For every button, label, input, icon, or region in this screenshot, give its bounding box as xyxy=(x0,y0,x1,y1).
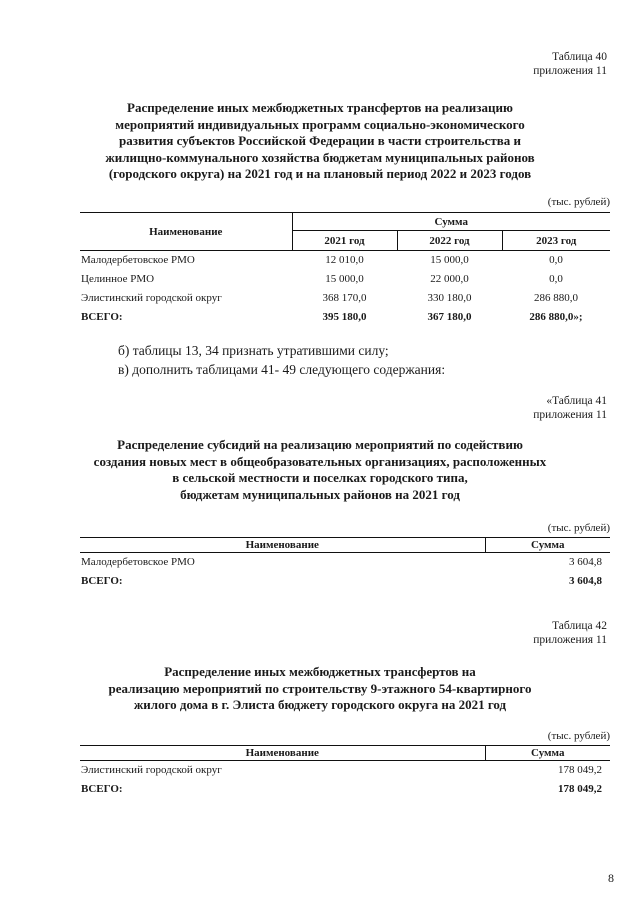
row-value: 15 000,0 xyxy=(325,273,364,285)
table-row xyxy=(80,251,610,270)
column-header-sum: Сумма xyxy=(485,746,610,761)
column-header-year: 2021 год xyxy=(292,231,397,251)
total-label: ВСЕГО: xyxy=(81,311,123,323)
table-40-label: Таблица 40 приложения 11 xyxy=(533,51,607,77)
table-40-unit: (тыс. рублей) xyxy=(547,196,610,208)
column-header-name: Наименование xyxy=(80,746,485,761)
table-row xyxy=(80,553,610,572)
table-total-row xyxy=(80,308,610,327)
total-label: ВСЕГО: xyxy=(81,783,123,795)
column-header-year: 2022 год xyxy=(397,231,502,251)
total-value: 178 049,2 xyxy=(558,783,602,795)
table-row xyxy=(80,270,610,289)
row-value: 22 000,0 xyxy=(430,273,469,285)
table-40-title: Распределение иных межбюджетных трансфертов на реализацию мероприятий индивидуальных программ социально-экономического развития субъектов Российской Федерации в части строительства и жилищно-коммунального хозяйства бюджетам муниципальных районов (городского округа) на 2021 год и на плановый период 2022 и 2023 годов xyxy=(105,100,535,181)
table-41-title: Распределение субсидий на реализацию мероприятий по содействию создания новых мест в общеобразовательных организациях, расположенных в сельской местности и поселках городского типа, бюджетам муниципальных районов на 2021 год xyxy=(93,437,547,502)
row-value: 330 180,0 xyxy=(427,292,472,304)
row-name: Малодербетовское РМО xyxy=(81,556,195,569)
amendment-text: б) таблицы 13, 34 признать утратившими силу; в) дополнить таблицами 41- 49 следующего содержания: xyxy=(118,343,446,377)
table-total-row xyxy=(80,572,610,591)
table-row xyxy=(80,761,610,780)
total-value: 286 880,0»; xyxy=(529,311,583,323)
row-value: 0,0 xyxy=(549,254,563,267)
column-header-name: Наименование xyxy=(80,213,292,251)
table-42-title: Распределение иных межбюджетных трансфертов на реализацию мероприятий по строительству 9-этажного 54-квартирного жилого дома в г. Элиста бюджету городского округа на 2021 год xyxy=(108,664,532,712)
page-number: 8 xyxy=(608,871,614,885)
row-name: Малодербетовское РМО xyxy=(81,254,195,267)
row-value: 368 170,0 xyxy=(322,292,367,304)
table-41-label: «Таблица 41 приложения 11 xyxy=(533,395,607,421)
table-41-unit: (тыс. рублей) xyxy=(547,522,610,534)
total-value: 395 180,0 xyxy=(322,311,367,323)
row-value: 15 000,0 xyxy=(430,254,469,267)
column-header-name: Наименование xyxy=(80,538,485,553)
total-value: 3 604,8 xyxy=(569,575,602,587)
total-value: 367 180,0 xyxy=(427,311,472,323)
row-name: Элистинский городской округ xyxy=(81,764,222,777)
column-header-sum: Сумма xyxy=(485,538,610,553)
total-label: ВСЕГО: xyxy=(81,575,123,587)
column-header-year: 2023 год xyxy=(502,231,610,251)
row-name: Целинное РМО xyxy=(81,273,155,285)
row-value: 12 010,0 xyxy=(325,254,364,267)
table-42-label: Таблица 42 приложения 11 xyxy=(533,620,607,646)
row-value: 0,0 xyxy=(549,273,563,285)
table-41 xyxy=(80,537,610,591)
row-name: Элистинский городской округ xyxy=(81,292,222,304)
table-40 xyxy=(80,212,610,327)
row-value: 178 049,2 xyxy=(558,764,602,777)
table-42 xyxy=(80,745,610,799)
row-value: 3 604,8 xyxy=(569,556,602,569)
table-row xyxy=(80,289,610,308)
table-42-unit: (тыс. рублей) xyxy=(547,730,610,742)
column-header-sum: Сумма xyxy=(292,213,610,231)
table-total-row xyxy=(80,780,610,799)
row-value: 286 880,0 xyxy=(534,292,578,304)
